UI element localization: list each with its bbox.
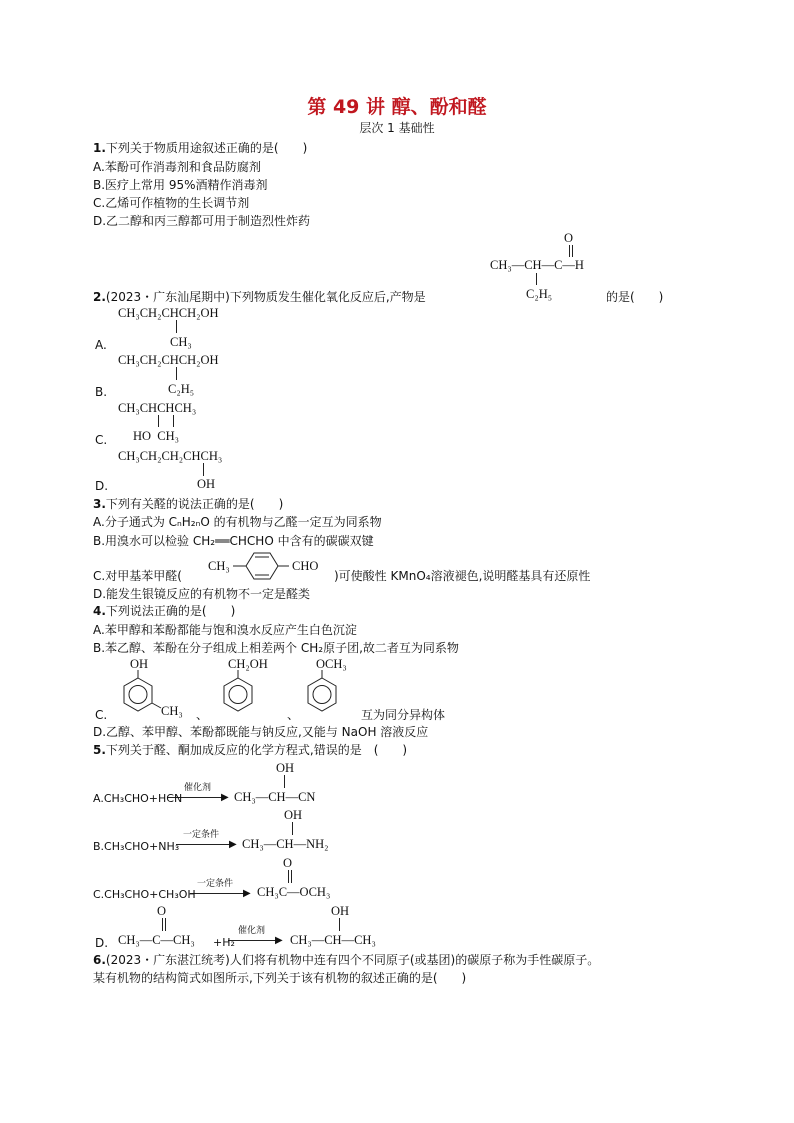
question-2-text: (2023・广东汕尾期中)下列物质发生催化氧化反应后,产物是 — [105, 290, 426, 304]
q4-option-c-label: C. — [95, 708, 108, 722]
question-1-number: 1. — [93, 141, 106, 155]
page-title: 第 49 讲 醇、酚和醛 — [307, 96, 487, 118]
question-2-stem-end: 的是( ) — [606, 290, 664, 304]
question-4-option-d: D.乙醇、苯甲醇、苯酚都既能与钠反应,又能与 NaOH 溶液反应 — [93, 725, 429, 739]
question-4-stem — [93, 604, 235, 618]
q5-d-double-bond-2 — [165, 918, 166, 931]
q2-option-a-substituent: CH₃ — [170, 335, 192, 349]
q5-d-product-hydroxyl: OH — [331, 904, 350, 918]
q2-option-d-formula: CH₃CH₂CH₂CHCH₃ — [118, 449, 223, 463]
question-1-option-b: B.医疗上常用 95%酒精作消毒剂 — [93, 178, 268, 192]
q5-b-product-bond — [292, 822, 293, 835]
q4-structure-2-hydroxymethyl: CH₂OH — [228, 657, 268, 671]
question-1-option-a: A.苯酚可作消毒剂和食品防腐剂 — [93, 160, 261, 174]
q3-c-aldehyde: CHO — [292, 559, 319, 573]
q5-c-arrow — [190, 893, 248, 894]
question-3-option-d: D.能发生银镜反应的有机物不一定是醛类 — [93, 587, 311, 601]
q5-d-product-bond — [339, 918, 340, 931]
question-6-line-2: 某有机物的结构简式如图所示,下列关于该有机物的叙述正确的是( ) — [93, 971, 467, 985]
q5-a-reactants: A.CH₃CHO+HCN — [93, 792, 183, 805]
q3-c-methyl: CH₃ — [208, 559, 230, 573]
q2-option-d-bond — [203, 463, 204, 476]
q5-c-double-bond — [288, 870, 289, 883]
q5-d-arrow — [228, 940, 280, 941]
q5-a-product: CH₃—CH—CN — [234, 790, 316, 804]
q5-b-condition: 一定条件 — [183, 830, 220, 840]
q5-d-arrow-head-icon: ▶ — [275, 935, 283, 946]
q2-product-ethyl: C₂H₅ — [526, 287, 553, 301]
question-1-text: 下列关于物质用途叙述正确的是( ) — [105, 141, 308, 155]
question-5-stem — [93, 743, 407, 757]
q2-option-c-bond-1 — [158, 415, 159, 427]
question-4-number: 4. — [93, 604, 106, 618]
q5-d-label: D. — [95, 936, 109, 950]
q5-c-arrow-head-icon: ▶ — [243, 888, 251, 899]
page-subtitle: 层次 1 基础性 — [359, 121, 435, 135]
q5-d-condition: 催化剂 — [238, 926, 266, 936]
q2-option-d-label: D. — [95, 479, 109, 493]
q2-option-b-formula: CH₃CH₂CHCH₂OH — [118, 353, 219, 367]
question-3-option-c-suffix: )可使酸性 KMnO₄溶液褪色,说明醛基具有还原性 — [334, 569, 591, 583]
q4-structure-1-methyl: CH₃ — [161, 704, 183, 718]
q2-option-c-formula: CH₃CHCHCH₃ — [118, 401, 197, 415]
q4-option-c-conclusion: 互为同分异构体 — [361, 708, 446, 722]
q5-c-product: CH₃C—OCH₃ — [257, 885, 331, 899]
q5-a-condition: 催化剂 — [184, 783, 212, 793]
q5-b-product: CH₃—CH—NH₂ — [242, 837, 329, 851]
question-3-option-a: A.分子通式为 CₙH₂ₙO 的有机物与乙醛一定互为同系物 — [93, 515, 382, 529]
q2-option-a-label: A. — [95, 338, 107, 352]
q2-option-c-substituents: HO CH₃ — [133, 429, 180, 443]
question-6-text: (2023・广东湛江统考)人们将有机物中连有四个不同原子(或基团)的碳原子称为手性碳原子。 — [105, 953, 600, 967]
q2-option-c-label: C. — [95, 433, 108, 447]
question-4-option-b: B.苯乙醇、苯酚在分子组成上相差两个 CH₂原子团,故二者互为同系物 — [93, 641, 459, 655]
q5-d-hydrogen: +H₂ — [213, 936, 235, 949]
question-1-stem — [93, 141, 307, 155]
q2-option-a-bond — [176, 320, 177, 333]
q2-product-double-bond — [569, 245, 570, 257]
q2-product-oxygen: O — [564, 231, 574, 245]
q5-c-product-oxygen: O — [283, 856, 293, 870]
q4-structure-1-hydroxyl: OH — [130, 657, 149, 671]
question-6-line-1 — [93, 953, 599, 967]
q5-a-arrow-head-icon: ▶ — [221, 792, 229, 803]
q5-d-double-bond — [162, 918, 163, 931]
q4-benzyl-ring-icon — [212, 670, 272, 720]
q2-option-b-bond — [176, 367, 177, 380]
question-2-stem — [93, 290, 426, 304]
q2-option-b-label: B. — [95, 385, 108, 399]
question-1-option-c: C.乙烯可作植物的生长调节剂 — [93, 196, 250, 210]
q5-d-product: CH₃—CH—CH₃ — [290, 933, 376, 947]
question-4-option-a: A.苯甲醇和苯酚都能与饱和溴水反应产生白色沉淀 — [93, 623, 357, 637]
q2-option-b-substituent: C₂H₅ — [168, 382, 195, 396]
q5-c-double-bond-2 — [291, 870, 292, 883]
question-3-option-c-prefix: C.对甲基苯甲醛( — [93, 569, 182, 583]
q4-separator-1: 、 — [196, 708, 209, 722]
q4-separator-2: 、 — [287, 708, 300, 722]
q5-b-reactants: B.CH₃CHO+NH₃ — [93, 840, 180, 853]
question-3-option-b: B.用溴水可以检验 CH₂══CHCHO 中含有的碳碳双键 — [93, 534, 374, 548]
question-3-number: 3. — [93, 497, 106, 511]
question-5-text: 下列关于醛、酮加成反应的化学方程式,错误的是 ( ) — [105, 743, 408, 757]
q5-d-reactant-oxygen: O — [157, 904, 167, 918]
q2-product-branch-bond — [536, 273, 537, 285]
q2-product-double-bond-2 — [572, 245, 573, 257]
q2-product-chain: CH₃—CH—C—H — [490, 258, 584, 272]
q4-structure-3-methoxy: OCH₃ — [316, 657, 347, 671]
question-1-option-d: D.乙二醇和丙三醇都可用于制造烈性炸药 — [93, 214, 311, 228]
question-3-text: 下列有关醛的说法正确的是( ) — [105, 497, 284, 511]
q5-a-product-bond — [284, 775, 285, 788]
q5-b-product-hydroxyl: OH — [284, 808, 303, 822]
q2-option-a-formula: CH₃CH₂CHCH₂OH — [118, 306, 219, 320]
q5-b-arrow — [176, 844, 234, 845]
question-5-number: 5. — [93, 743, 106, 757]
q5-c-condition: 一定条件 — [197, 879, 234, 889]
q5-d-reactant: CH₃—C—CH₃ — [118, 933, 195, 947]
q5-c-reactants: C.CH₃CHO+CH₃OH — [93, 888, 196, 901]
q2-option-c-bond-2 — [173, 415, 174, 427]
question-6-number: 6. — [93, 953, 106, 967]
q4-anisole-ring-icon — [296, 670, 356, 720]
q5-b-arrow-head-icon: ▶ — [229, 839, 237, 850]
question-4-text: 下列说法正确的是( ) — [105, 604, 236, 618]
q5-a-product-hydroxyl: OH — [276, 761, 295, 775]
question-3-stem — [93, 497, 283, 511]
q3-benzene-ring-icon — [233, 548, 293, 588]
question-2-number: 2. — [93, 290, 106, 304]
q2-option-d-substituent: OH — [197, 477, 216, 491]
